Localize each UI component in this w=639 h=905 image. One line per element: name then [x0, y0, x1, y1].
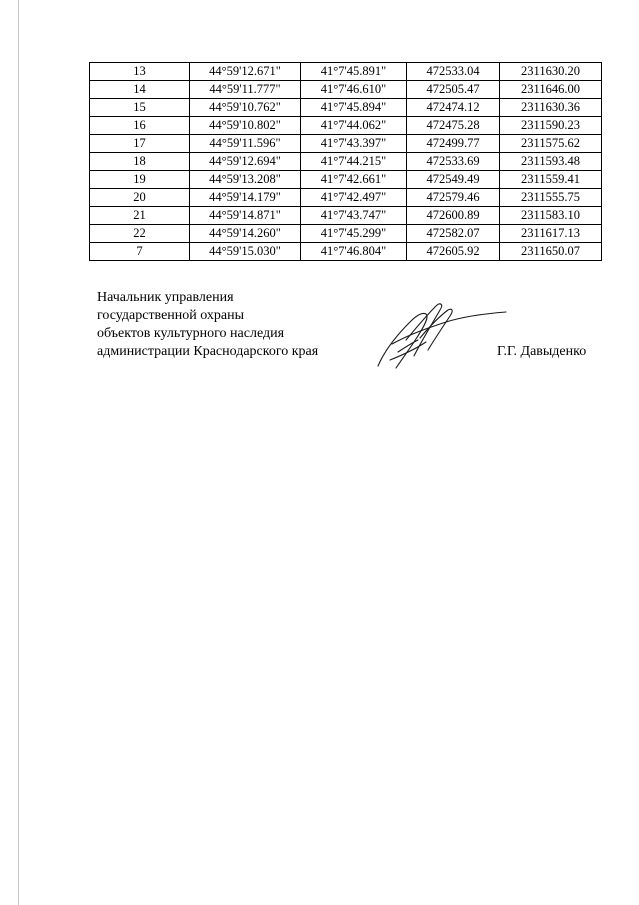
cell-longitude: 41°7'44.215": [301, 153, 407, 171]
cell-longitude: 41°7'46.804": [301, 243, 407, 261]
cell-longitude: 41°7'42.661": [301, 171, 407, 189]
cell-latitude: 44°59'11.596": [190, 135, 301, 153]
cell-y-coordinate: 2311583.10: [500, 207, 602, 225]
cell-longitude: 41°7'44.062": [301, 117, 407, 135]
signature-title-block: [97, 289, 318, 361]
cell-point-number: 19: [90, 171, 190, 189]
cell-point-number: 21: [90, 207, 190, 225]
table-row: [90, 189, 602, 207]
cell-latitude: 44°59'11.777": [190, 81, 301, 99]
cell-longitude: 41°7'43.747": [301, 207, 407, 225]
cell-y-coordinate: 2311590.23: [500, 117, 602, 135]
cell-point-number: 15: [90, 99, 190, 117]
cell-x-coordinate: 472533.04: [407, 63, 500, 81]
table-row: [90, 117, 602, 135]
table-row: [90, 81, 602, 99]
signature-title-line-3: объектов культурного наследия: [97, 326, 285, 341]
cell-latitude: 44°59'10.762": [190, 99, 301, 117]
cell-longitude: 41°7'45.299": [301, 225, 407, 243]
cell-point-number: 16: [90, 117, 190, 135]
page-edge: [18, 0, 19, 905]
cell-point-number: 7: [90, 243, 190, 261]
table-row: [90, 153, 602, 171]
cell-longitude: 41°7'46.610": [301, 81, 407, 99]
handwritten-signature-icon: [370, 300, 510, 375]
cell-latitude: 44°59'14.260": [190, 225, 301, 243]
table-row: [90, 171, 602, 189]
signatory-name: Г.Г. Давыденко: [497, 344, 587, 359]
cell-longitude: 41°7'43.397": [301, 135, 407, 153]
cell-latitude: 44°59'14.871": [190, 207, 301, 225]
cell-point-number: 13: [90, 63, 190, 81]
cell-x-coordinate: 472579.46: [407, 189, 500, 207]
cell-y-coordinate: 2311646.00: [500, 81, 602, 99]
cell-y-coordinate: 2311617.13: [500, 225, 602, 243]
table-row: [90, 243, 602, 261]
cell-latitude: 44°59'12.694": [190, 153, 301, 171]
cell-y-coordinate: 2311650.07: [500, 243, 602, 261]
cell-longitude: 41°7'45.894": [301, 99, 407, 117]
table-row: [90, 207, 602, 225]
cell-point-number: 14: [90, 81, 190, 99]
cell-latitude: 44°59'13.208": [190, 171, 301, 189]
cell-x-coordinate: 472499.77: [407, 135, 500, 153]
cell-y-coordinate: 2311555.75: [500, 189, 602, 207]
coordinates-table-body: [90, 63, 602, 261]
cell-x-coordinate: 472605.92: [407, 243, 500, 261]
cell-point-number: 17: [90, 135, 190, 153]
cell-x-coordinate: 472600.89: [407, 207, 500, 225]
signature-title-line-1: Начальник управления: [97, 290, 234, 305]
table-row: [90, 63, 602, 81]
signature-title-line-2: государственной охраны: [97, 308, 245, 323]
cell-latitude: 44°59'12.671": [190, 63, 301, 81]
cell-y-coordinate: 2311593.48: [500, 153, 602, 171]
cell-x-coordinate: 472475.28: [407, 117, 500, 135]
cell-x-coordinate: 472549.49: [407, 171, 500, 189]
cell-y-coordinate: 2311575.62: [500, 135, 602, 153]
signature-title-line-4: администрации Краснодарского края: [97, 344, 319, 359]
coordinates-table: [89, 62, 602, 261]
cell-latitude: 44°59'15.030": [190, 243, 301, 261]
cell-y-coordinate: 2311630.36: [500, 99, 602, 117]
table-row: [90, 225, 602, 243]
table-row: [90, 99, 602, 117]
cell-longitude: 41°7'45.891": [301, 63, 407, 81]
cell-y-coordinate: 2311559.41: [500, 171, 602, 189]
cell-x-coordinate: 472474.12: [407, 99, 500, 117]
cell-point-number: 20: [90, 189, 190, 207]
cell-x-coordinate: 472533.69: [407, 153, 500, 171]
cell-x-coordinate: 472582.07: [407, 225, 500, 243]
cell-y-coordinate: 2311630.20: [500, 63, 602, 81]
cell-latitude: 44°59'10.802": [190, 117, 301, 135]
table-row: [90, 135, 602, 153]
cell-x-coordinate: 472505.47: [407, 81, 500, 99]
cell-latitude: 44°59'14.179": [190, 189, 301, 207]
cell-point-number: 18: [90, 153, 190, 171]
cell-longitude: 41°7'42.497": [301, 189, 407, 207]
cell-point-number: 22: [90, 225, 190, 243]
